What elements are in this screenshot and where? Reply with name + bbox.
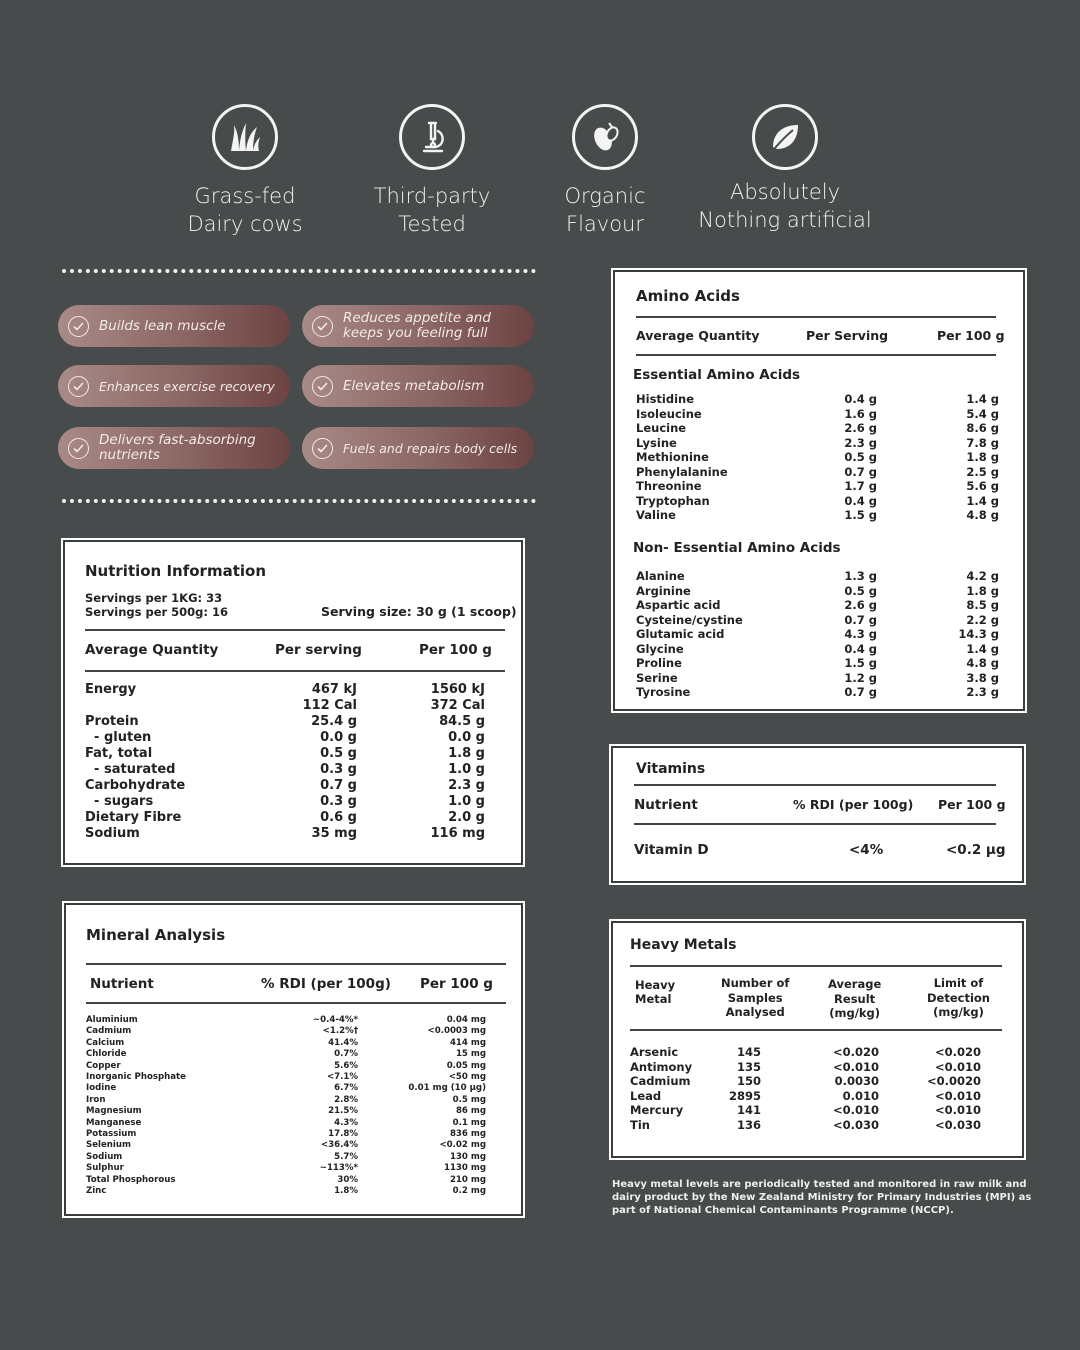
heavy-metal-samples: 145 135 150 2895 141 136 — [728, 1045, 761, 1132]
rule — [634, 784, 996, 786]
benefit-text-line2: nutrients — [99, 447, 160, 463]
vitamins-panel — [611, 746, 1024, 883]
benefit-pill — [58, 365, 290, 407]
rule — [636, 316, 996, 318]
col-rdi: % RDI (per 100g) — [261, 976, 391, 992]
col-nutrient: Nutrient — [90, 976, 154, 992]
feature-grass-fed — [170, 104, 320, 238]
nonessential-labels: Alanine Arginine Aspartic acid Cysteine/cystine Glutamic acid Glycine Proline Serine Tyrosine — [636, 569, 743, 699]
check-circle-icon — [312, 316, 333, 337]
benefit-pill — [58, 305, 290, 347]
heavy-metal-labels: Arsenic Antimony Cadmium Lead Mercury Tin — [630, 1045, 693, 1132]
nutrition-per-100g: 1560 kJ 372 Cal 84.5 g 0.0 g 1.8 g 1.0 g 2.3 g 1.0 g 2.0 g 116 mg — [430, 682, 485, 841]
col-average-quantity: Average Quantity — [636, 328, 760, 343]
benefit-text: Enhances exercise recovery — [99, 378, 275, 394]
microscope-icon — [399, 104, 465, 170]
feature-line1: Organic — [564, 184, 646, 208]
check-circle-icon — [312, 376, 333, 397]
col-nutrient: Nutrient — [634, 797, 698, 813]
servings-1kg: Servings per 1KG: 33 — [85, 591, 223, 605]
benefit-text: Builds lean muscle — [99, 317, 226, 334]
vitamins-title: Vitamins — [636, 761, 706, 777]
rule — [630, 965, 1002, 967]
col-samples: Number of Samples Analysed — [721, 976, 790, 1019]
nutrition-panel — [63, 540, 523, 865]
nonessential-per-100g: 4.2 g 1.8 g 8.5 g 2.2 g 14.3 g 1.4 g 4.8 g 3.8 g 2.3 g — [958, 569, 999, 699]
essential-per-serving: 0.4 g 1.6 g 2.6 g 2.3 g 0.5 g 0.7 g 1.7 g 0.4 g 1.5 g — [844, 392, 877, 522]
nutrition-title: Nutrition Information — [85, 562, 266, 580]
check-circle-icon — [68, 316, 89, 337]
heavy-metal-limits: <0.020 <0.010 <0.0020 <0.010 <0.010 <0.030 — [926, 1045, 981, 1132]
dotted-divider-bottom — [62, 499, 536, 503]
benefit-text: Fuels and repairs body cells — [343, 440, 518, 456]
feature-third-party — [357, 104, 507, 238]
feature-nothing-artificial — [690, 104, 880, 234]
mineral-panel — [64, 903, 523, 1216]
benefit-text: Delivers fast-absorbing — [99, 432, 256, 448]
feature-line1: Absolutely — [729, 180, 841, 204]
rule — [630, 1029, 1002, 1031]
heavy-metals-footnote: Heavy metal levels are periodically tested and monitored in raw milk and dairy product by the New Zealand Ministry for Primary Industries (MPI) as part of National Chemical Contaminants Programme (NCCP). — [612, 1179, 1032, 1216]
col-per-100g: Per 100 g — [938, 797, 1006, 812]
servings-500g: Servings per 500g: 16 — [85, 605, 229, 619]
check-circle-icon — [312, 438, 333, 459]
essential-per-100g: 1.4 g 5.4 g 8.6 g 7.8 g 1.8 g 2.5 g 5.6 g 1.4 g 4.8 g — [966, 392, 999, 522]
cacao-pod-icon — [572, 104, 638, 170]
feature-line2: Nothing artificial — [698, 208, 872, 232]
essential-labels: Histidine Isoleucine Leucine Lysine Methionine Phenylalanine Threonine Tryptophan Valine — [636, 392, 728, 522]
col-limit-detection: Limit of Detection (mg/kg) — [927, 976, 990, 1019]
nonessential-title: Non- Essential Amino Acids — [633, 540, 841, 556]
benefit-text-line2: keeps you feeling full — [343, 325, 488, 341]
col-per-100g: Per 100 g — [419, 642, 492, 658]
mineral-labels: Aluminium Cadmium Calcium Chloride Copper Inorganic Phosphate Iodine Iron Magnesium Manganese Potassium Selenium Sodium Sulphur Total Phosphorous Zinc — [86, 1015, 186, 1197]
col-per-100g: Per 100 g — [420, 976, 493, 992]
check-circle-icon — [68, 438, 89, 459]
rule — [634, 823, 996, 825]
feature-line1: Third-party — [373, 184, 491, 208]
benefit-pill — [302, 305, 534, 347]
check-circle-icon — [68, 376, 89, 397]
heavy-metals-panel — [611, 921, 1024, 1158]
mineral-title: Mineral Analysis — [86, 926, 226, 944]
amino-title: Amino Acids — [636, 287, 740, 305]
nutrition-labels: Energy Protein - gluten Fat, total - saturated Carbohydrate - sugars Dietary Fibre Sodium — [85, 682, 186, 841]
rule — [636, 354, 996, 356]
leaf-icon — [752, 104, 818, 170]
rule — [85, 629, 505, 631]
benefit-text: Reduces appetite and — [343, 310, 491, 326]
col-average-quantity: Average Quantity — [85, 642, 219, 658]
feature-line2: Flavour — [565, 212, 644, 236]
heavy-metal-results: <0.020 <0.010 0.0030 0.010 <0.010 <0.030 — [832, 1045, 879, 1132]
nonessential-per-serving: 1.3 g 0.5 g 2.6 g 0.7 g 4.3 g 0.4 g 1.5 g 1.2 g 0.7 g — [844, 569, 877, 699]
vitamin-d-per-100g: <0.2 µg — [946, 842, 1006, 858]
nutrition-per-serving: 467 kJ 112 Cal 25.4 g 0.0 g 0.5 g 0.3 g 0.7 g 0.3 g 0.6 g 35 mg — [302, 682, 357, 841]
vitamin-d-rdi: <4% — [849, 842, 884, 858]
vitamin-d-name: Vitamin D — [634, 842, 709, 858]
essential-title: Essential Amino Acids — [633, 367, 801, 383]
col-heavy-metal: Heavy Metal — [635, 978, 676, 1006]
rule — [86, 1002, 506, 1004]
dotted-divider-top — [62, 269, 536, 273]
benefit-pill — [302, 427, 534, 469]
benefit-pill — [302, 365, 534, 407]
feature-organic — [530, 104, 680, 238]
serving-size: Serving size: 30 g (1 scoop) — [321, 604, 517, 619]
col-rdi: % RDI (per 100g) — [793, 797, 914, 812]
col-per-serving: Per serving — [275, 642, 362, 658]
feature-line2: Dairy cows — [187, 212, 303, 236]
col-per-100g: Per 100 g — [937, 328, 1005, 343]
feature-line1: Grass-fed — [194, 184, 296, 208]
benefit-pill — [58, 427, 290, 469]
col-average-result: Average Result (mg/kg) — [828, 977, 882, 1020]
mineral-rdi: ~0.4-4%* <1.2%† 41.4% 0.7% 5.6% <7.1% 6.7% 2.8% 21.5% 4.3% 17.8% <36.4% 5.7% ~113%* 30% 1.8% — [312, 1015, 358, 1197]
benefit-text: Elevates metabolism — [343, 377, 485, 394]
amino-panel — [613, 270, 1025, 711]
rule — [85, 670, 505, 672]
heavy-metals-title: Heavy Metals — [630, 937, 737, 953]
rule — [86, 963, 506, 965]
feature-line2: Tested — [398, 212, 466, 236]
col-per-serving: Per Serving — [806, 328, 889, 343]
mineral-per-100g: 0.04 mg <0.0003 mg 414 mg 15 mg 0.05 mg <50 mg 0.01 mg (10 µg) 0.5 mg 86 mg 0.1 mg 836 mg <0.02 mg 130 mg 1130 mg 210 mg 0.2 mg — [408, 1015, 486, 1197]
grass-icon — [212, 104, 278, 170]
